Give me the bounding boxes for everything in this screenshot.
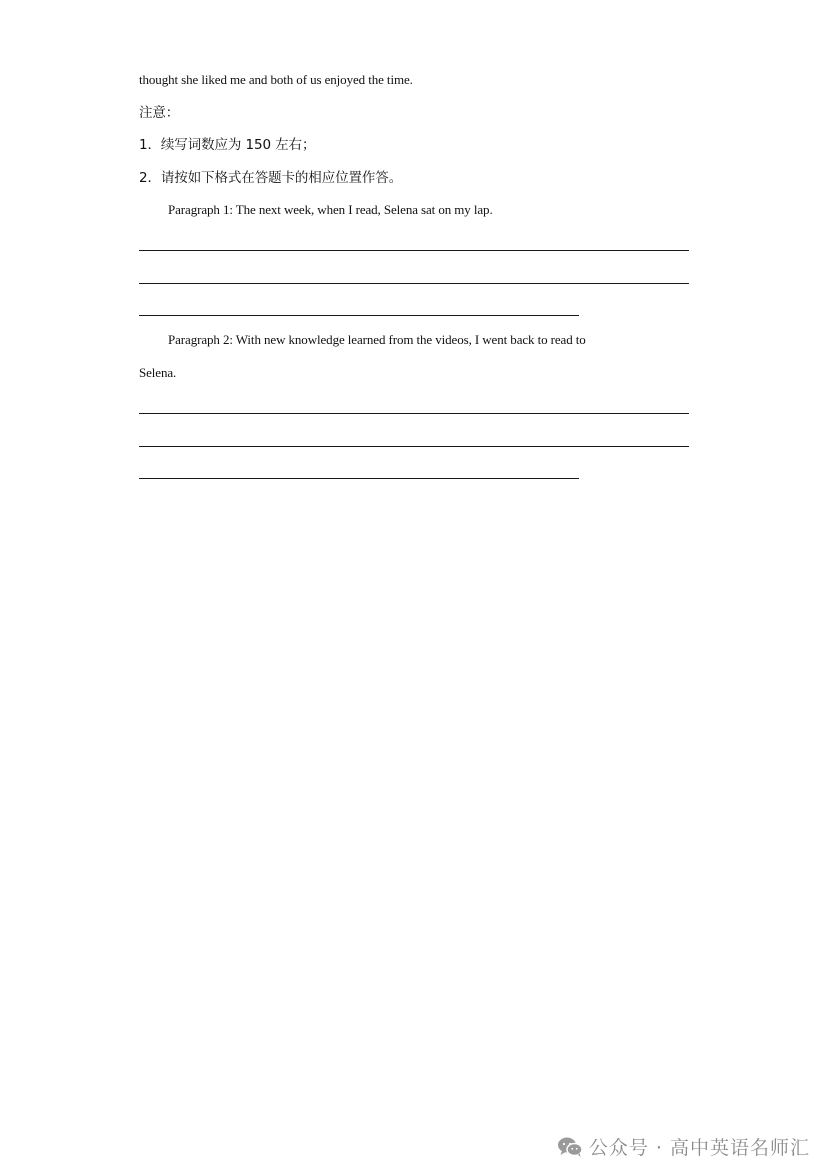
watermark bbox=[557, 1133, 810, 1160]
answer-line bbox=[139, 250, 689, 251]
paragraph2-prompt-continued: Selena. bbox=[139, 365, 177, 380]
note-answer-format: 2．请按如下格式在答题卡的相应位置作答。 bbox=[139, 170, 403, 186]
answer-line bbox=[139, 315, 579, 316]
story-continuation-line: thought she liked me and both of us enjoyed the time. bbox=[139, 72, 413, 87]
answer-line bbox=[139, 283, 689, 284]
answer-line bbox=[139, 478, 579, 479]
answer-line bbox=[139, 413, 689, 414]
notice-heading: 注意： bbox=[139, 105, 180, 121]
answer-line bbox=[139, 446, 689, 447]
watermark-text: 公众号 · 高中英语名师汇 bbox=[588, 1137, 810, 1159]
paragraph2-prompt: Paragraph 2: With new knowledge learned from the videos, I went back to read to bbox=[168, 332, 586, 347]
paragraph1-prompt: Paragraph 1: The next week, when I read, Selena sat on my lap. bbox=[168, 202, 493, 217]
note-word-count: 1．续写词数应为 150 左右； bbox=[139, 137, 316, 153]
wechat-icon bbox=[557, 1136, 583, 1158]
